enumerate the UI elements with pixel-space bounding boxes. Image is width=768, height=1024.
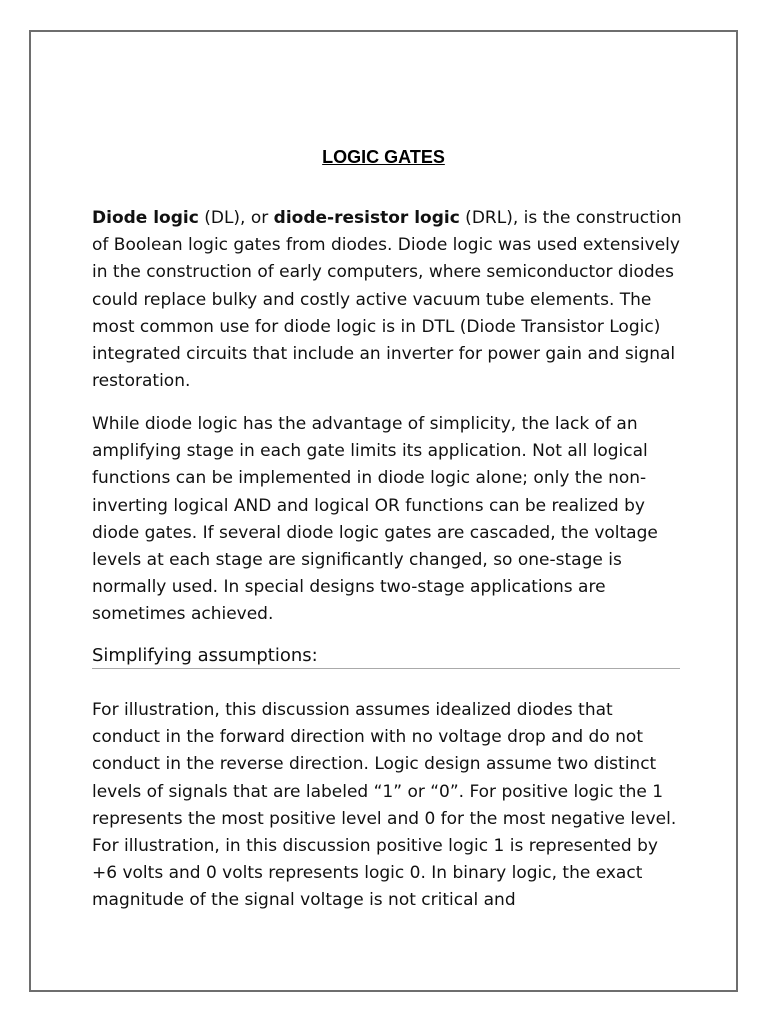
paragraph-assumptions: For illustration, this discussion assumes idealized diodes that conduct in the forward direction with no voltage drop and do not conduct in the reverse direction. Logic design assume two distinct levels of signals that are labeled “1” or “0”. For positive logic the 1 represents the most positive level and 0 for the most negative level. For illustration, in this discussion positive logic 1 is represented by +6 volts and 0 volts represents logic 0. In binary logic, the exact magnitude of the signal voltage is not critical and	[92, 700, 677, 911]
section-heading: Simplifying assumptions:	[92, 645, 680, 669]
paragraph-text: (DL), or	[198, 208, 274, 228]
paragraph-diode-logic	[92, 205, 682, 395]
page-title: LOGIC GATES	[322, 147, 445, 167]
paragraph-advantages: While diode logic has the advantage of simplicity, the lack of an amplifying stage in each gate limits its application. Not all logical functions can be implemented in diode logic alone; only the non-inverting logical AND and logical OR functions can be realized by diode gates. If several diode logic gates are cascaded, the voltage levels at each stage are significantly changed, so one-stage is normally used. In special designs two-stage applications are sometimes achieved.	[92, 414, 658, 625]
term-diode-resistor-logic: diode-resistor logic	[273, 208, 460, 228]
term-diode-logic: Diode logic	[92, 208, 199, 228]
document-page	[29, 30, 738, 992]
paragraph-text: (DRL), is the construction of Boolean logic gates from diodes. Diode logic was used extensively in the construction of early computers, where semiconductor diodes could replace bulky and costly active vacuum tube elements. The most common use for diode logic is in DTL (Diode Transistor Logic) integrated circuits that include an inverter for power gain and signal restoration.	[92, 208, 682, 392]
